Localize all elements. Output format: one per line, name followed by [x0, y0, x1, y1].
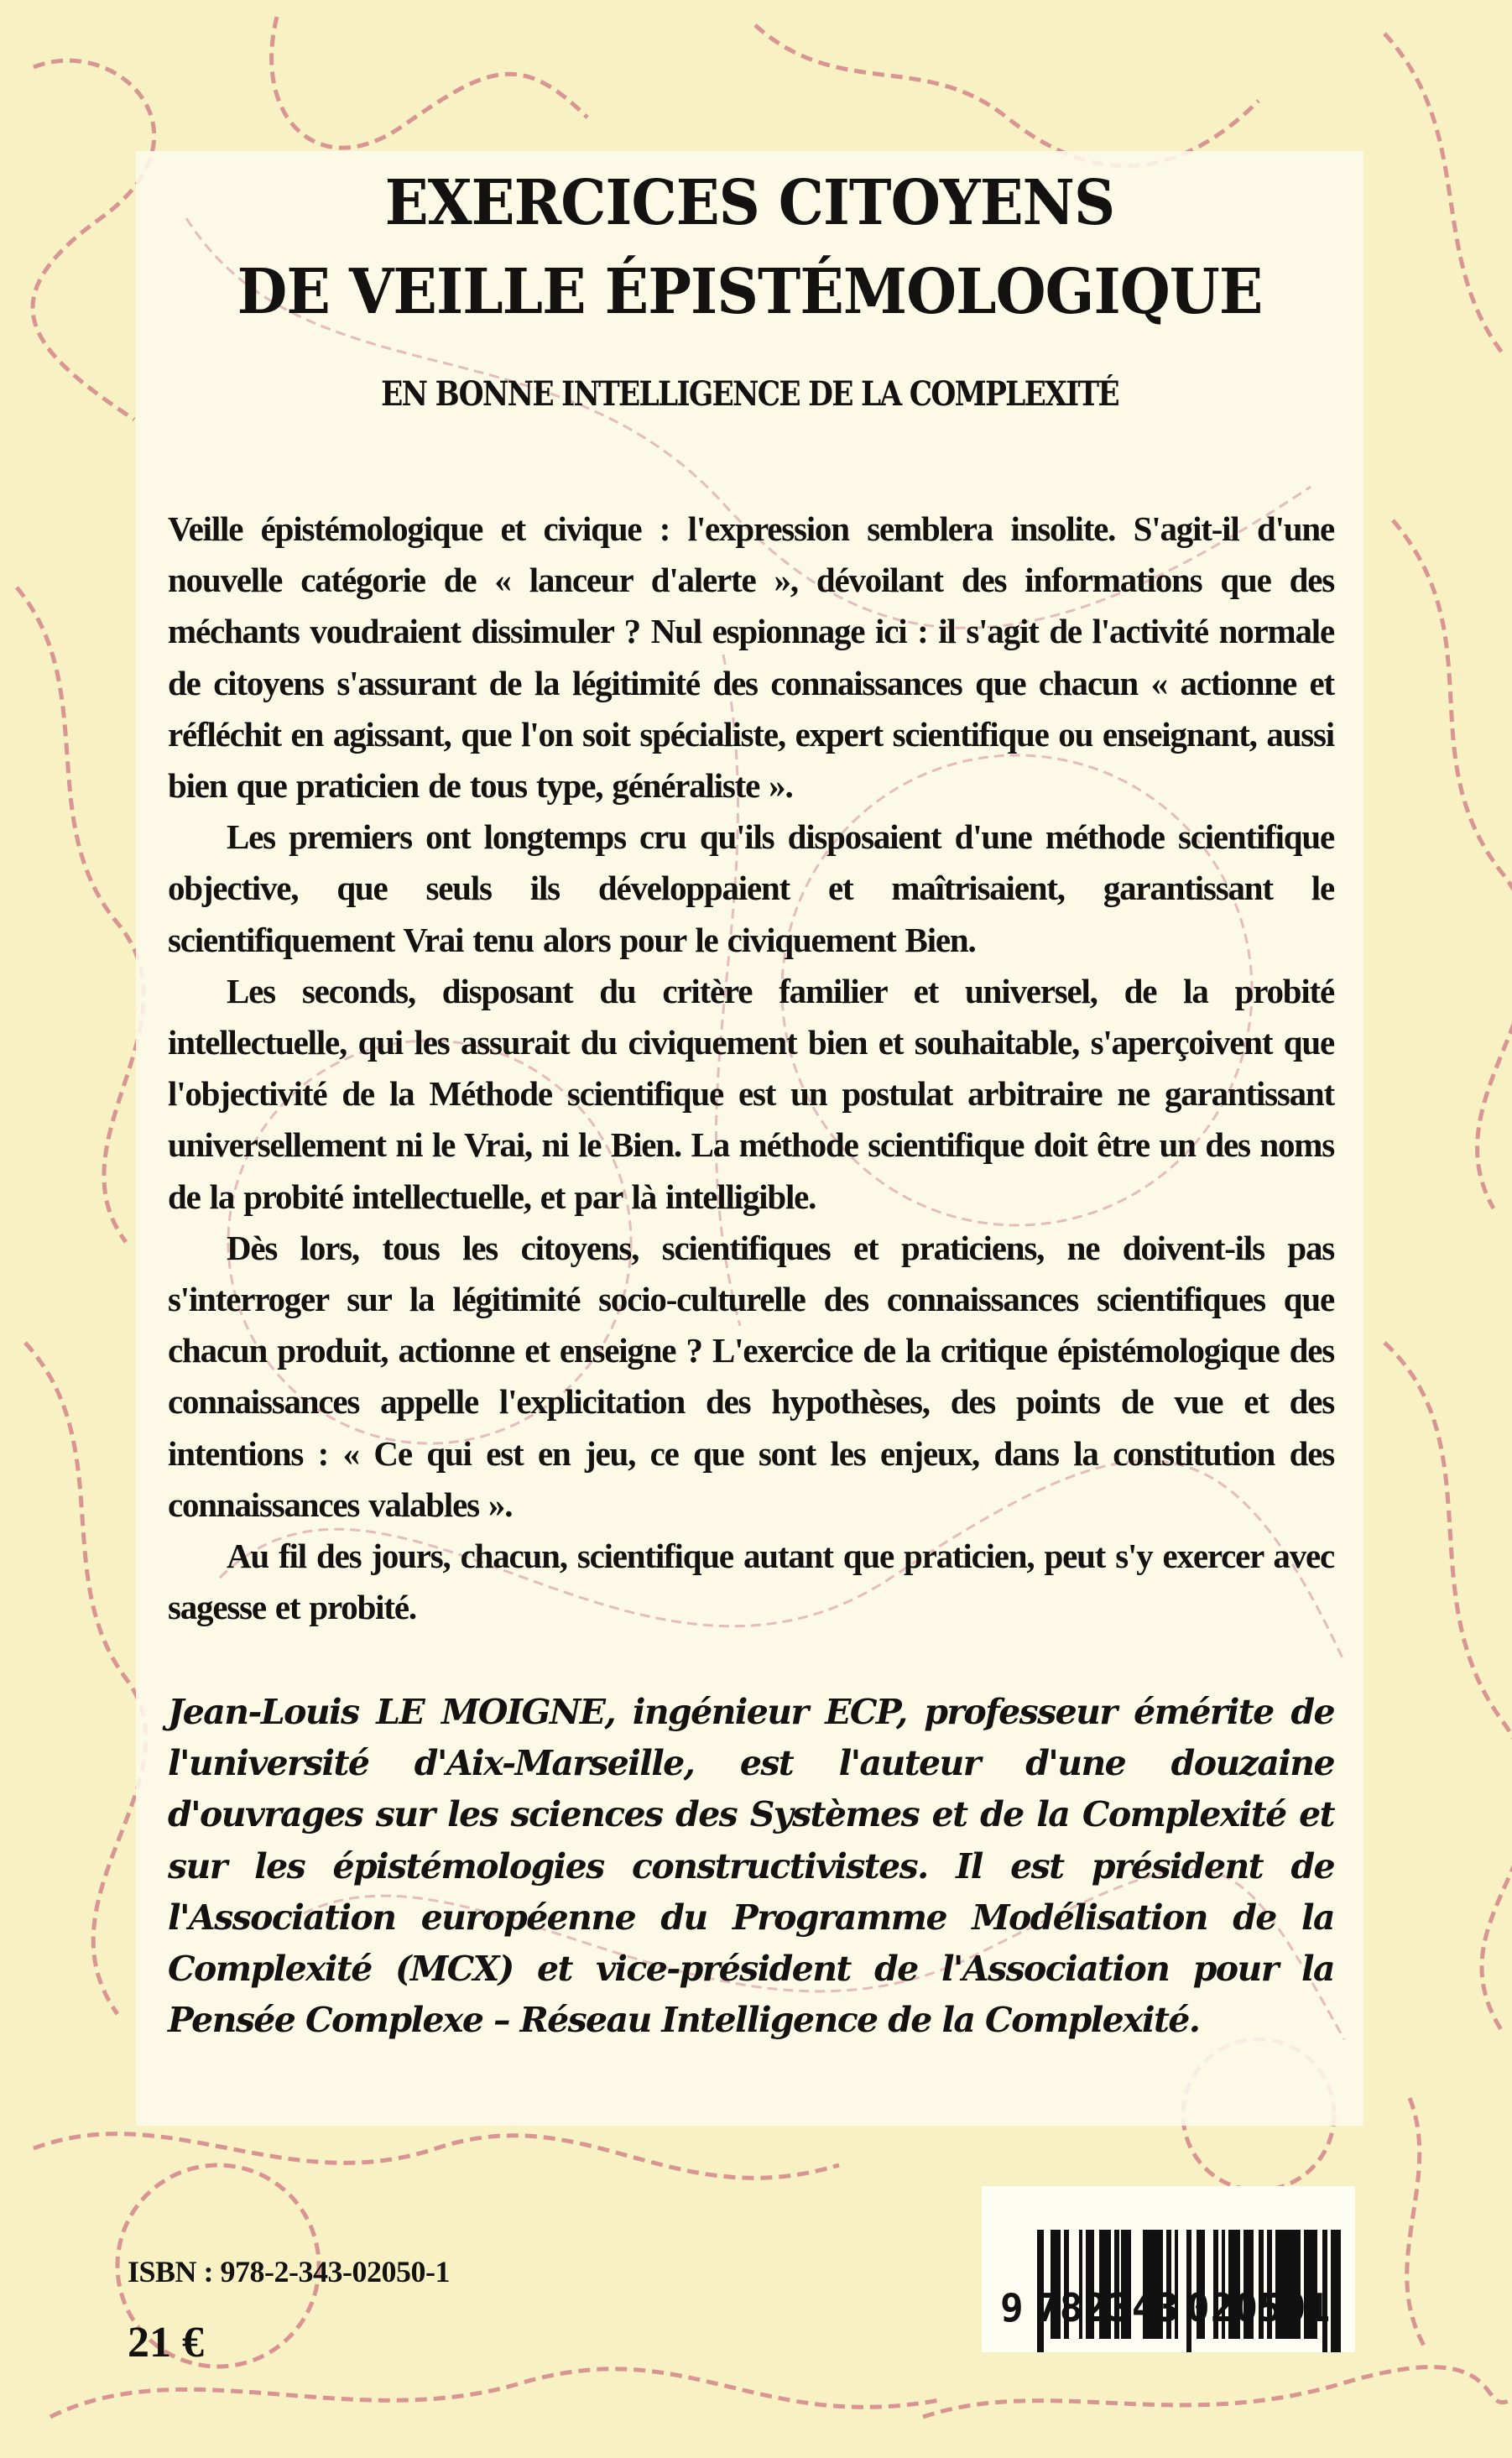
- author-bio-text: Jean-Louis LE MOIGNE, ingénieur ECP, professeur émérite de l'université d'Aix-Marseille, est l'auteur d'une douzaine d'ouvrages sur les sciences des Systèmes et de la Complexité et sur les épistémologies constructivistes. Il est président de l'Association européenne du Programme Modélisation de la Complexité (MCX) et vice-président de l'Association pour la Pensée Complexe – Réseau Intelligence de la Complexité.: [168, 1692, 1334, 2041]
- book-title-line-1: EXERCICES CITOYENS: [384, 167, 1115, 239]
- blurb: [168, 504, 1334, 1633]
- blurb-paragraph: Au fil des jours, chacun, scientifique autant que praticien, peut s'y exercer avec sagesse et probité.: [168, 1537, 1334, 1627]
- book-title-line-2: DE VEILLE ÉPISTÉMOLOGIQUE: [237, 256, 1263, 328]
- barcode: [982, 2186, 1355, 2352]
- isbn-label: ISBN : 978-2-343-02050-1: [128, 2255, 450, 2288]
- blurb-paragraph: Les premiers ont longtemps cru qu'ils disposaient d'une méthode scientifique objective, que seuls ils développaient et maîtrisaient, garantissant le scientifiquement Vrai tenu alors pour le civiquement Bien.: [168, 817, 1334, 959]
- price-label: 21 €: [128, 2319, 204, 2367]
- book-subtitle: EN BONNE INTELLIGENCE DE LA COMPLEXITÉ: [381, 374, 1118, 414]
- blurb-paragraph: Dès lors, tous les citoyens, scientifiques et praticiens, ne doivent-ils pas s'interroger sur la légitimité socio-culturelle des connaissances scientifiques que chacun produit, actionne et enseigne ? L'exercice de la critique épistémologique des connaissances appelle l'explicitation des hypothèses, des points de vue et des intentions : « Ce qui est en jeu, ce que sont les enjeux, dans la constitution des connaissances valables ».: [168, 1228, 1334, 1524]
- blurb-paragraph: Les seconds, disposant du critère familier et universel, de la probité intellectuelle, qui les assurait du civiquement bien et souhaitable, s'aperçoivent que l'objectivité de la Méthode scientifique est un postulat arbitraire ne garantissant universellement ni le Vrai, ni le Bien. La méthode scientifique doit être un des noms de la probité intellectuelle, et par là intelligible.: [168, 971, 1334, 1216]
- barcode-group-1: 782343: [1035, 2285, 1181, 2330]
- blurb-paragraph: Veille épistémologique et civique : l'expression semblera insolite. S'agit-il d'une nouvelle catégorie de « lanceur d'alerte », dévoilant des informations que des méchants voudraient dissimuler ? Nul espionnage ici : il s'agit de l'activité normale de citoyens s'assurant de la légitimité des connaissances que chacun « actionne et réfléchit en agissant, que l'on soit spécialiste, expert scientifique ou enseignant, aussi bien que praticien de tous type, généraliste ».: [168, 509, 1334, 806]
- barcode-first-digit: 9: [1000, 2285, 1025, 2330]
- author-bio: [168, 1687, 1334, 2046]
- barcode-group-2: 020501: [1186, 2285, 1332, 2330]
